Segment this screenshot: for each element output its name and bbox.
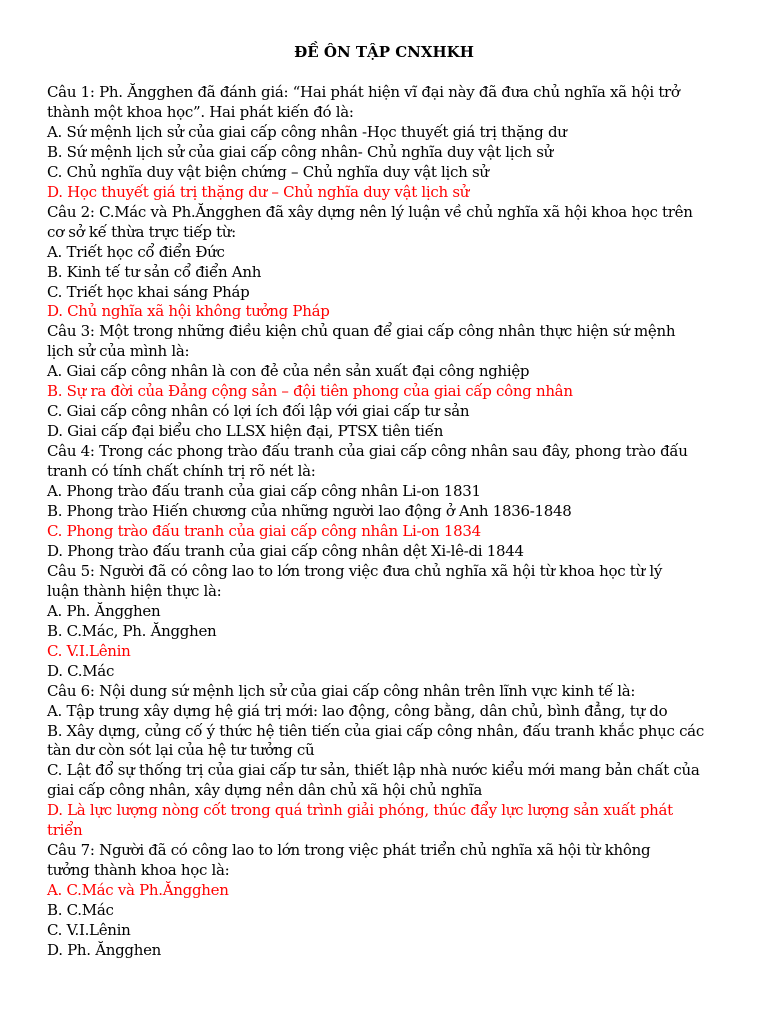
- text-line: luận thành hiện thực là:: [47, 581, 222, 600]
- text-line: Câu 1: Ph. Ăngghen đã đánh giá: “Hai phát hiện vĩ đại này đã đưa chủ nghĩa xã hội trở: [47, 83, 680, 101]
- text-line: C. Lật đổ sự thống trị của giai cấp tư sản, thiết lập nhà nước kiểu mới mang bản chất của: [47, 761, 700, 780]
- text-line: lịch sử của mình là:: [47, 342, 190, 361]
- text-line: B. C.Mác: [47, 901, 114, 920]
- text-line: A. Giai cấp công nhân là con đẻ của nền sản xuất đại công nghiệp: [47, 362, 530, 381]
- answer-line: C. V.I.Lênin: [47, 641, 131, 660]
- answer-line: C. Phong trào đấu tranh của giai cấp công nhân Li-on 1834: [47, 521, 481, 540]
- text-line: A. Triết học cổ điển Đức: [47, 242, 225, 261]
- text-line: thành một khoa học”. Hai phát kiến đó là:: [47, 102, 354, 121]
- answer-line: D. Là lực lượng nòng cốt trong quá trình giải phóng, thúc đẩy lực lượng sản xuất phát: [47, 801, 673, 820]
- text-line: D. Ph. Ăngghen: [47, 940, 162, 959]
- text-line: D. Giai cấp đại biểu cho LLSX hiện đại, PTSX tiên tiến: [47, 422, 444, 441]
- document-title: ĐỀ ÔN TẬP CNXHKH: [294, 43, 474, 61]
- answer-line: triển: [47, 821, 83, 840]
- document-body: [47, 83, 737, 961]
- text-line: C. Triết học khai sáng Pháp: [47, 282, 250, 301]
- text-line: A. Sứ mệnh lịch sử của giai cấp công nhân -Học thuyết giá trị thặng dư: [47, 122, 567, 141]
- text-line: B. Sứ mệnh lịch sử của giai cấp công nhân- Chủ nghĩa duy vật lịch sử: [47, 142, 553, 161]
- text-line: A. Ph. Ăngghen: [47, 601, 161, 620]
- text-line: tranh có tính chất chính trị rõ nét là:: [47, 462, 316, 481]
- text-line: C. Giai cấp công nhân có lợi ích đối lập với giai cấp tư sản: [47, 402, 470, 421]
- text-line: B. C.Mác, Ph. Ăngghen: [47, 621, 217, 640]
- text-line: Câu 2: C.Mác và Ph.Ăngghen đã xây dựng nên lý luận về chủ nghĩa xã hội khoa học trên: [47, 202, 693, 221]
- text-line: tàn dư còn sót lại của hệ tư tưởng cũ: [47, 741, 315, 760]
- text-line: tưởng thành khoa học là:: [47, 861, 230, 880]
- answer-line: D. Chủ nghĩa xã hội không tưởng Pháp: [47, 302, 330, 321]
- answer-line: B. Sự ra đời của Đảng cộng sản – đội tiên phong của giai cấp công nhân: [47, 382, 573, 401]
- text-line: C. V.I.Lênin: [47, 921, 131, 940]
- text-line: Câu 3: Một trong những điều kiện chủ quan để giai cấp công nhân thực hiện sứ mệnh: [47, 322, 676, 341]
- text-line: D. C.Mác: [47, 661, 115, 680]
- text-line: A. Tập trung xây dựng hệ giá trị mới: lao động, công bằng, dân chủ, bình đẳng, tự do: [47, 701, 668, 720]
- text-line: Câu 7: Người đã có công lao to lớn trong việc phát triển chủ nghĩa xã hội từ không: [47, 841, 651, 860]
- text-line: Câu 4: Trong các phong trào đấu tranh của giai cấp công nhân sau đây, phong trào đấu: [47, 442, 688, 461]
- text-line: cơ sở kế thừa trực tiếp từ:: [47, 222, 236, 241]
- text-line: B. Xây dựng, củng cố ý thức hệ tiên tiến của giai cấp công nhân, đấu tranh khắc phục các: [47, 721, 704, 740]
- text-line: B. Phong trào Hiến chương của những người lao động ở Anh 1836-1848: [47, 502, 572, 521]
- answer-line: D. Học thuyết giá trị thặng dư – Chủ nghĩa duy vật lịch sử: [47, 182, 470, 201]
- text-line: B. Kinh tế tư sản cổ điển Anh: [47, 262, 262, 281]
- text-line: giai cấp công nhân, xây dựng nền dân chủ xã hội chủ nghĩa: [47, 781, 482, 800]
- answer-line: A. C.Mác và Ph.Ăngghen: [47, 881, 229, 900]
- text-line: A. Phong trào đấu tranh của giai cấp công nhân Li-on 1831: [47, 482, 481, 501]
- text-line: C. Chủ nghĩa duy vật biện chứng – Chủ nghĩa duy vật lịch sử: [47, 162, 489, 181]
- text-line: Câu 6: Nội dung sứ mệnh lịch sử của giai cấp công nhân trên lĩnh vực kinh tế là:: [47, 681, 636, 700]
- text-line: D. Phong trào đấu tranh của giai cấp công nhân dệt Xi-lê-di 1844: [47, 541, 524, 560]
- text-line: Câu 5: Người đã có công lao to lớn trong việc đưa chủ nghĩa xã hội từ khoa học từ lý: [47, 561, 663, 580]
